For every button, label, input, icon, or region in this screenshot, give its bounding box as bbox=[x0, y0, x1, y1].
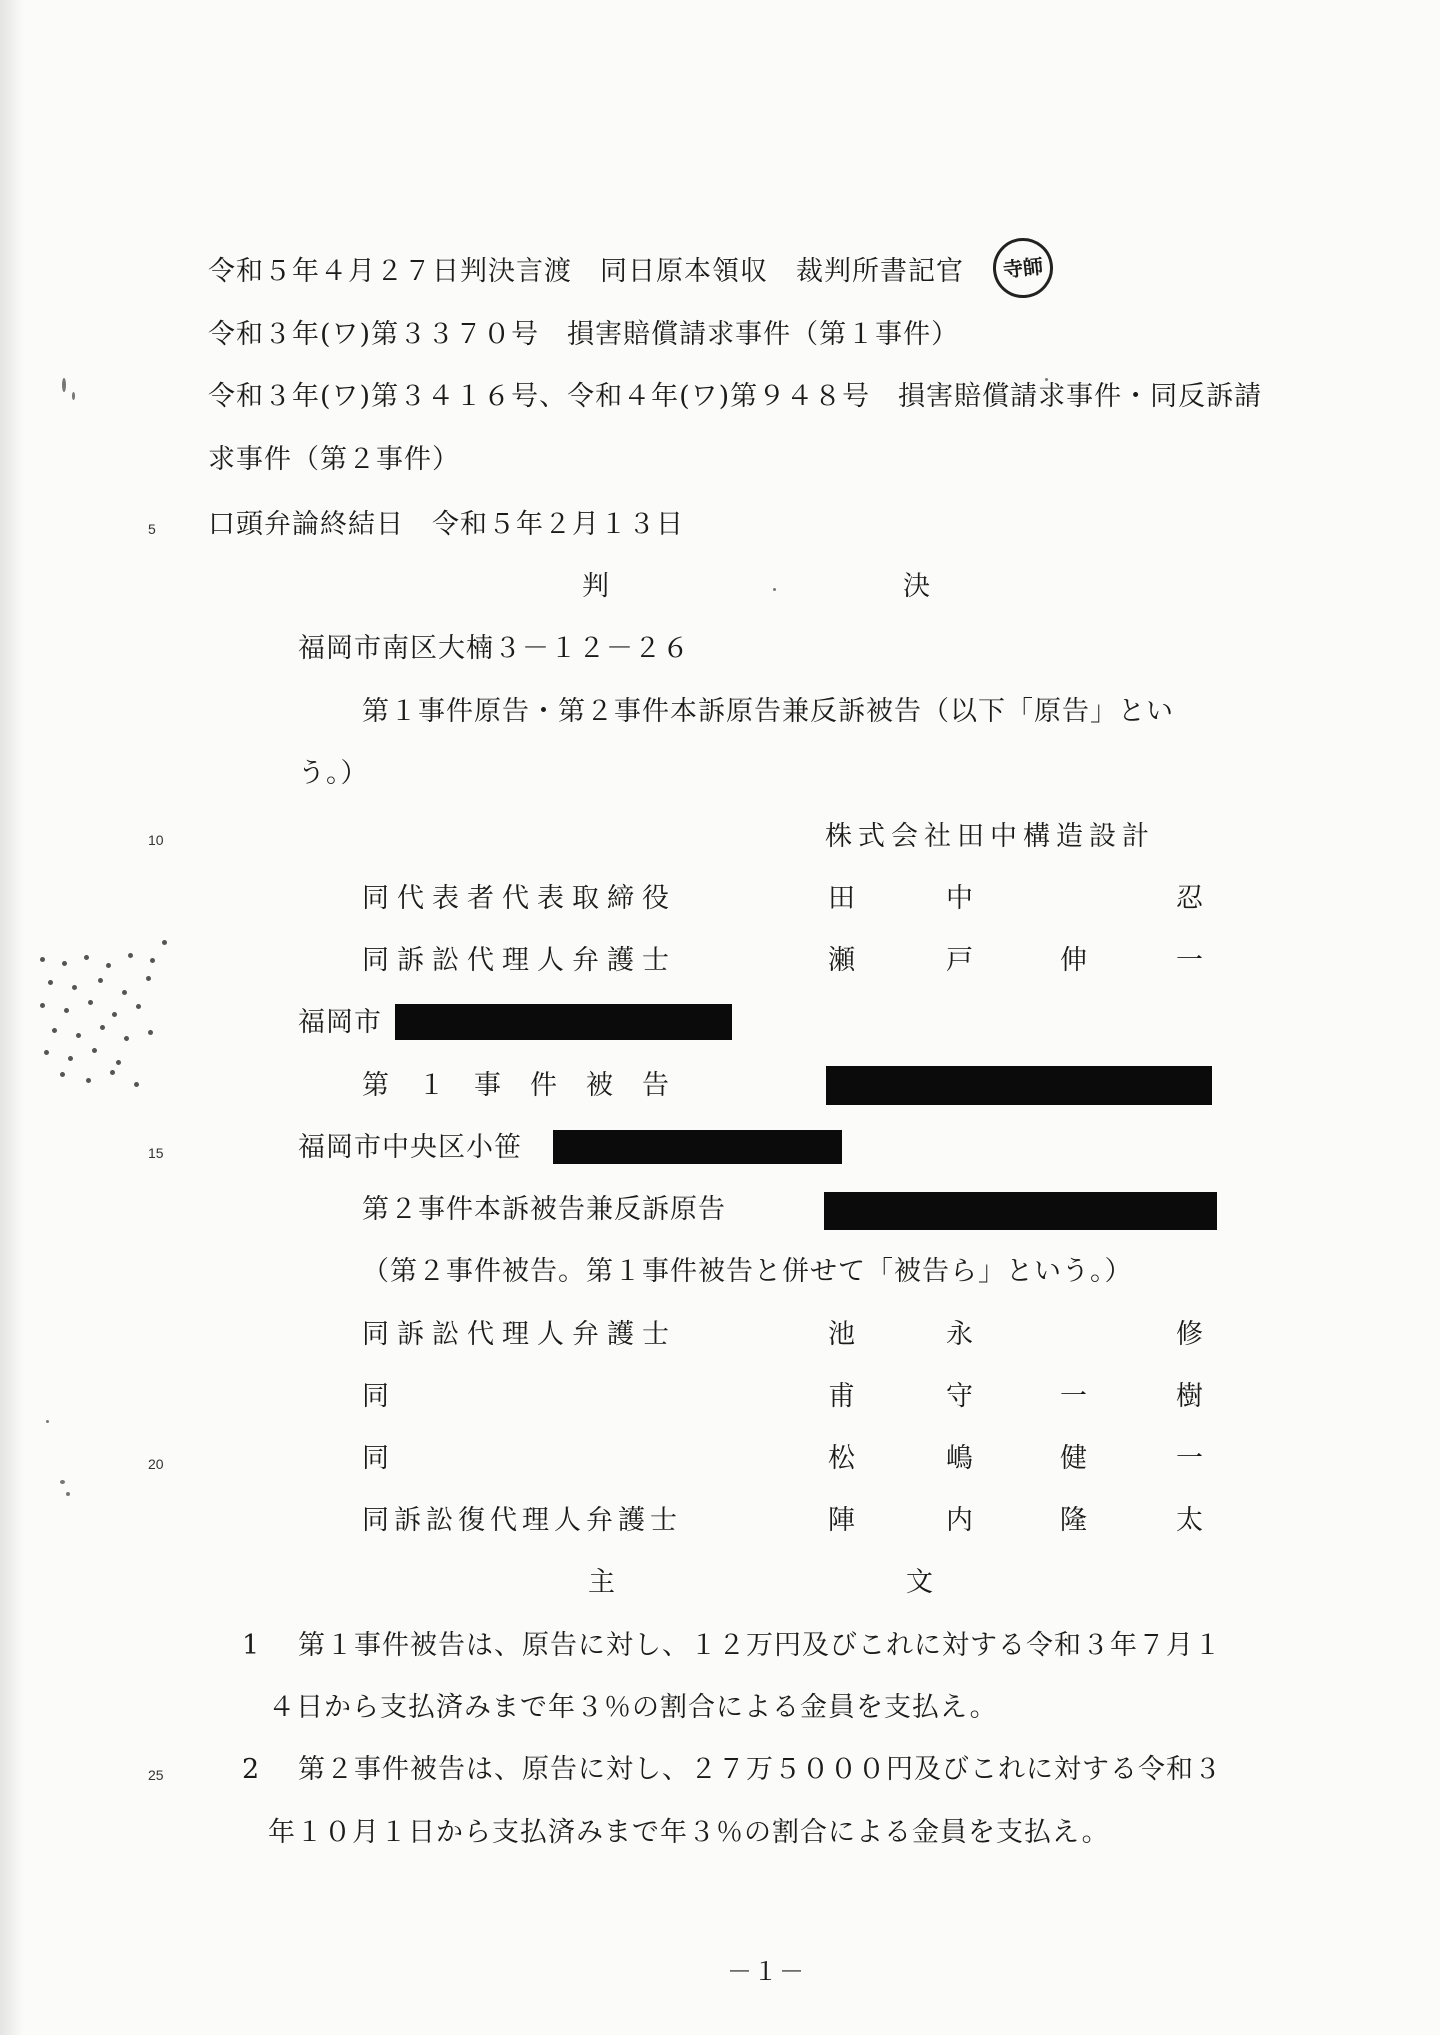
item2-line-2: 年１０月１日から支払済みまで年３％の割合による金員を支払え。 bbox=[268, 1817, 1110, 1848]
counsel-name-3: 伸 bbox=[1060, 945, 1088, 976]
redaction-bar bbox=[824, 1192, 1217, 1230]
clerk-seal-text: 寺師 bbox=[1001, 253, 1045, 283]
redaction-bar bbox=[826, 1066, 1212, 1105]
scan-speck bbox=[62, 378, 66, 392]
sub-counsel-name-1: 陣 bbox=[828, 1505, 856, 1536]
header-line-3: 令和３年(ワ)第３４１６号、令和４年(ワ)第９４８号 損害賠償請求事件・同反訴請 bbox=[208, 381, 1263, 412]
item1-line-2: ４日から支払済みまで年３％の割合による金員を支払え。 bbox=[268, 1692, 998, 1723]
sub-counsel-name-4: 太 bbox=[1176, 1505, 1204, 1536]
defendant-counsel-2-name-1: 甫 bbox=[828, 1381, 856, 1412]
defendant2-address-prefix: 福岡市中央区小笹 bbox=[298, 1132, 522, 1163]
defendant-counsel-2-name-2: 守 bbox=[946, 1381, 974, 1412]
redaction-bar bbox=[395, 1004, 732, 1040]
main-text-title-right: 文 bbox=[906, 1567, 934, 1598]
scan-speck bbox=[1045, 378, 1048, 381]
line-number-25: 25 bbox=[148, 1767, 164, 1783]
defendant-counsel-1-name-2: 永 bbox=[946, 1319, 974, 1350]
scan-speck bbox=[66, 1492, 70, 1496]
item1-number: 1 bbox=[242, 1630, 261, 1661]
defendant-counsel-role: 同訴訟代理人弁護士 bbox=[362, 1319, 677, 1350]
judgment-title-right: 決 bbox=[903, 571, 931, 602]
header-line-4: 求事件（第２事件） bbox=[208, 444, 460, 475]
representative-name-1: 田 bbox=[828, 883, 856, 914]
item2-line-1: 第２事件被告は、原告に対し、２７万５０００円及びこれに対する令和３ bbox=[298, 1754, 1222, 1785]
defendant2-note: （第２事件被告。第１事件被告と併せて「被告ら」という。） bbox=[362, 1256, 1133, 1287]
defendant-counsel-3-name-3: 健 bbox=[1060, 1443, 1088, 1474]
scan-edge-shadow bbox=[0, 0, 24, 2035]
defendant1-address-prefix: 福岡市 bbox=[298, 1007, 382, 1038]
clerk-seal bbox=[990, 235, 1056, 301]
scan-speck bbox=[60, 1480, 65, 1484]
sub-counsel-name-3: 隆 bbox=[1060, 1505, 1088, 1536]
sub-counsel-name-2: 内 bbox=[946, 1505, 974, 1536]
defendant-counsel-1-name-3: 修 bbox=[1176, 1319, 1204, 1350]
header-line-2: 令和３年(ワ)第３３７０号 損害賠償請求事件（第１事件） bbox=[208, 319, 960, 350]
line-number-20: 20 bbox=[148, 1456, 164, 1472]
defendant-counsel-1-name-1: 池 bbox=[828, 1319, 856, 1350]
judgment-title-left: 判 bbox=[582, 571, 610, 602]
scan-speck bbox=[46, 1420, 49, 1423]
scan-speck bbox=[773, 588, 776, 591]
plaintiff-description-1: 第１事件原告・第２事件本訴原告兼反訴被告（以下「原告」とい bbox=[362, 696, 1174, 727]
same-label-1: 同 bbox=[362, 1381, 390, 1412]
main-text-title-left: 主 bbox=[588, 1567, 616, 1598]
line-number-15: 15 bbox=[148, 1145, 164, 1161]
representative-role: 同代表者代表取締役 bbox=[362, 883, 677, 914]
defendant-counsel-3-name-4: 一 bbox=[1176, 1443, 1204, 1474]
sub-counsel-role: 同訴訟復代理人弁護士 bbox=[362, 1505, 682, 1536]
counsel-name-4: 一 bbox=[1176, 945, 1204, 976]
defendant1-role: 第 １ 事 件 被 告 bbox=[362, 1070, 670, 1101]
defendant-counsel-2-name-3: 一 bbox=[1060, 1381, 1088, 1412]
scan-speck bbox=[72, 392, 75, 400]
defendant-counsel-3-name-2: 嶋 bbox=[946, 1443, 974, 1474]
counsel-name-2: 戸 bbox=[946, 945, 974, 976]
counsel-role: 同訴訟代理人弁護士 bbox=[362, 945, 677, 976]
item1-line-1: 第１事件被告は、原告に対し、１２万円及びこれに対する令和３年７月１ bbox=[298, 1630, 1222, 1661]
plaintiff-description-2: う。） bbox=[298, 758, 369, 789]
plaintiff-address: 福岡市南区大楠３－１２－２６ bbox=[298, 633, 690, 664]
representative-name-3: 忍 bbox=[1176, 883, 1204, 914]
redaction-bar bbox=[553, 1130, 842, 1164]
defendant2-role: 第２事件本訴被告兼反訴原告 bbox=[362, 1194, 726, 1225]
page-number: －１－ bbox=[727, 1957, 806, 1986]
header-line-5: 口頭弁論終結日 令和５年２月１３日 bbox=[208, 509, 684, 540]
header-line-1: 令和５年４月２７日判決言渡 同日原本領収 裁判所書記官 bbox=[208, 256, 964, 287]
defendant-counsel-2-name-4: 樹 bbox=[1176, 1381, 1204, 1412]
item2-number: 2 bbox=[242, 1754, 261, 1785]
company-name: 株式会社田中構造設計 bbox=[825, 821, 1155, 852]
counsel-name-1: 瀬 bbox=[828, 945, 856, 976]
same-label-2: 同 bbox=[362, 1443, 390, 1474]
defendant-counsel-3-name-1: 松 bbox=[828, 1443, 856, 1474]
representative-name-2: 中 bbox=[946, 883, 974, 914]
line-number-10: 10 bbox=[148, 832, 164, 848]
line-number-5: 5 bbox=[148, 521, 156, 537]
